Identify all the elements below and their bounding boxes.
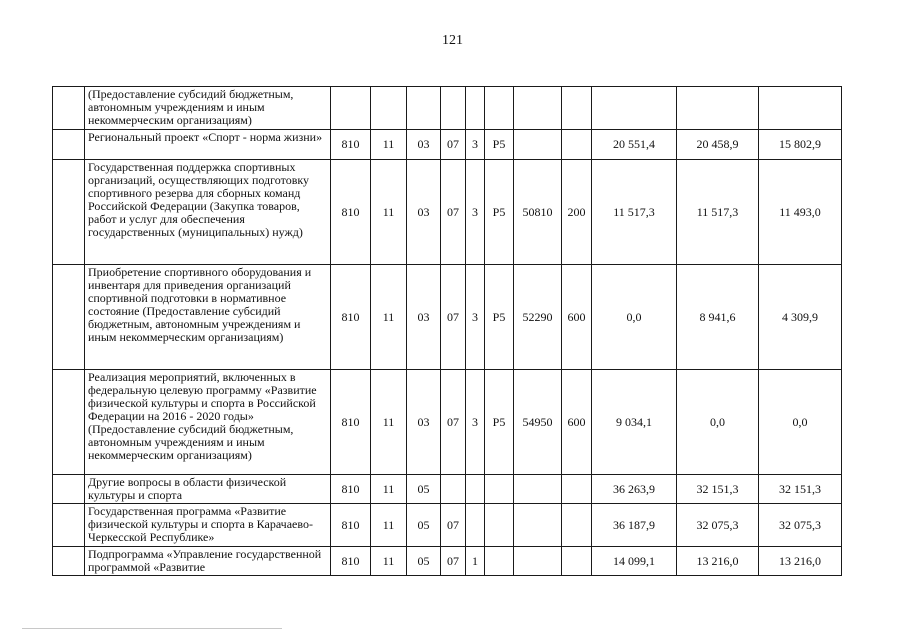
cell-rz: 11 (371, 160, 407, 265)
cell-pr: 03 (407, 130, 441, 160)
cell-rz: 11 (371, 130, 407, 160)
table-row (53, 265, 842, 370)
cell-vr (562, 475, 592, 504)
cell-cs1: 07 (441, 130, 466, 160)
cell-vr (562, 130, 592, 160)
cell-cs3: Р5 (485, 130, 514, 160)
cell-ved: 810 (331, 265, 371, 370)
cell-blank (53, 547, 85, 576)
cell-name: Государственная программа «Развитие физической культуры и спорта в Карачаево-Черкесской Республике» (85, 504, 331, 547)
cell-ved: 810 (331, 130, 371, 160)
budget-table (52, 86, 842, 576)
cell-cs2 (466, 504, 485, 547)
cell-ved: 810 (331, 547, 371, 576)
cell-cs3 (485, 504, 514, 547)
cell-cs1: 07 (441, 265, 466, 370)
cell-cs2: 3 (466, 265, 485, 370)
cell-cs4 (514, 87, 562, 130)
cell-rz: 11 (371, 265, 407, 370)
cell-ved: 810 (331, 504, 371, 547)
cell-cs2: 1 (466, 547, 485, 576)
cell-cs4: 50810 (514, 160, 562, 265)
cell-cs3: Р5 (485, 370, 514, 475)
cell-y2: 32 075,3 (677, 504, 759, 547)
cell-rz: 11 (371, 475, 407, 504)
cell-y1: 36 263,9 (592, 475, 677, 504)
page-number: 121 (442, 33, 463, 48)
cell-cs4: 54950 (514, 370, 562, 475)
table-row (53, 475, 842, 504)
cell-vr (562, 547, 592, 576)
table-row (53, 504, 842, 547)
cell-cs2: 3 (466, 370, 485, 475)
cell-y3: 11 493,0 (759, 160, 842, 265)
cell-cs3 (485, 475, 514, 504)
cell-cs3: Р5 (485, 160, 514, 265)
cell-blank (53, 504, 85, 547)
cell-y1: 20 551,4 (592, 130, 677, 160)
cell-ved: 810 (331, 370, 371, 475)
cell-ved: 810 (331, 160, 371, 265)
cell-vr: 600 (562, 370, 592, 475)
cell-y2: 20 458,9 (677, 130, 759, 160)
cell-name: Реализация мероприятий, включенных в федеральную целевую программу «Развитие физической культуры и спорта в Российской Федерации на 2016 - 2020 годы» (Предоставление субсидий бюджетным, автономным учреждениям и иным некоммерческим организациям) (85, 370, 331, 475)
table-row (53, 160, 842, 265)
cell-blank (53, 475, 85, 504)
cell-ved (331, 87, 371, 130)
cell-y2: 32 151,3 (677, 475, 759, 504)
cell-y3: 13 216,0 (759, 547, 842, 576)
cell-cs1: 07 (441, 547, 466, 576)
cell-name: Государственная поддержка спортивных организаций, осуществляющих подготовку спортивного резерва для сборных команд Российской Федерации (Закупка товаров, работ и услуг для обеспечения государственных (муниципальных) нужд) (85, 160, 331, 265)
cell-cs4 (514, 504, 562, 547)
cell-y2 (677, 87, 759, 130)
cell-y3: 15 802,9 (759, 130, 842, 160)
cell-cs3: Р5 (485, 265, 514, 370)
cell-cs2 (466, 475, 485, 504)
cell-cs2: 3 (466, 160, 485, 265)
cell-y2: 11 517,3 (677, 160, 759, 265)
cell-y3 (759, 87, 842, 130)
cell-y1: 14 099,1 (592, 547, 677, 576)
cell-rz: 11 (371, 370, 407, 475)
cell-name: Другие вопросы в области физической культуры и спорта (85, 475, 331, 504)
table-row (53, 547, 842, 576)
cell-rz (371, 87, 407, 130)
cell-name: Подпрограмма «Управление государственной программой «Развитие (85, 547, 331, 576)
cell-pr: 05 (407, 547, 441, 576)
table-row (53, 130, 842, 160)
cell-cs3 (485, 547, 514, 576)
cell-cs1: 07 (441, 370, 466, 475)
cell-vr: 600 (562, 265, 592, 370)
cell-cs4 (514, 475, 562, 504)
cell-name: Региональный проект «Спорт - норма жизни» (85, 130, 331, 160)
cell-pr: 03 (407, 370, 441, 475)
cell-y2: 13 216,0 (677, 547, 759, 576)
cell-cs1: 07 (441, 160, 466, 265)
cell-blank (53, 160, 85, 265)
cell-cs1 (441, 87, 466, 130)
cell-vr (562, 87, 592, 130)
cell-blank (53, 370, 85, 475)
cell-name: (Предоставление субсидий бюджетным, автономным учреждениям и иным некоммерческим организациям) (85, 87, 331, 130)
cell-y1: 0,0 (592, 265, 677, 370)
cell-cs4 (514, 130, 562, 160)
cell-pr (407, 87, 441, 130)
cell-cs4 (514, 547, 562, 576)
cell-cs4: 52290 (514, 265, 562, 370)
page-bottom-rule (22, 628, 282, 629)
cell-vr (562, 504, 592, 547)
cell-y3: 0,0 (759, 370, 842, 475)
cell-pr: 05 (407, 504, 441, 547)
cell-pr: 05 (407, 475, 441, 504)
cell-rz: 11 (371, 504, 407, 547)
table-row (53, 87, 842, 130)
cell-y3: 32 075,3 (759, 504, 842, 547)
cell-pr: 03 (407, 160, 441, 265)
cell-cs2: 3 (466, 130, 485, 160)
cell-name: Приобретение спортивного оборудования и инвентаря для приведения организаций спортивной подготовки в нормативное состояние (Предоставление субсидий бюджетным, автономным учреждениям и иным некоммерческим организациям) (85, 265, 331, 370)
cell-cs1: 07 (441, 504, 466, 547)
cell-rz: 11 (371, 547, 407, 576)
cell-ved: 810 (331, 475, 371, 504)
cell-y3: 32 151,3 (759, 475, 842, 504)
cell-vr: 200 (562, 160, 592, 265)
cell-y2: 0,0 (677, 370, 759, 475)
cell-y3: 4 309,9 (759, 265, 842, 370)
cell-cs1 (441, 475, 466, 504)
cell-y2: 8 941,6 (677, 265, 759, 370)
cell-y1: 11 517,3 (592, 160, 677, 265)
cell-blank (53, 87, 85, 130)
cell-y1: 9 034,1 (592, 370, 677, 475)
cell-cs3 (485, 87, 514, 130)
table-row (53, 370, 842, 475)
cell-cs2 (466, 87, 485, 130)
cell-y1: 36 187,9 (592, 504, 677, 547)
table-body (53, 87, 842, 576)
cell-pr: 03 (407, 265, 441, 370)
cell-y1 (592, 87, 677, 130)
cell-blank (53, 265, 85, 370)
cell-blank (53, 130, 85, 160)
